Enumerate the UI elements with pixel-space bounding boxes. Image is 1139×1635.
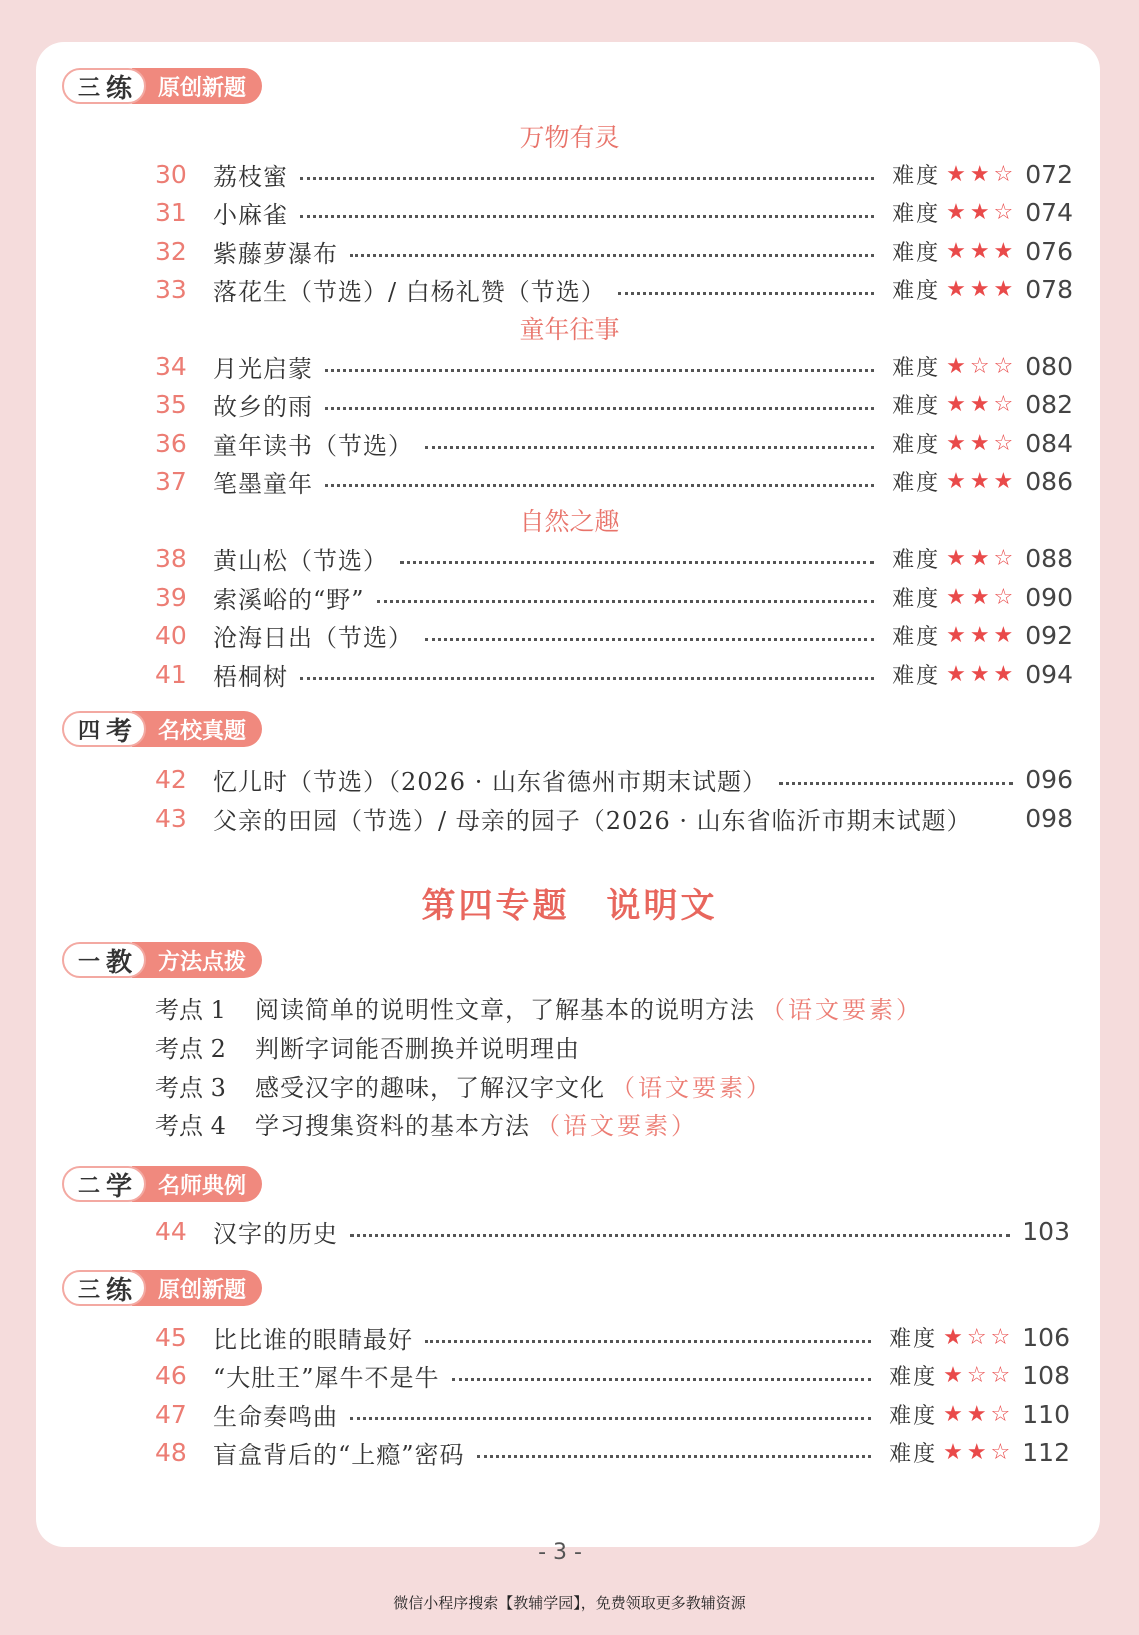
toc-row[interactable] (155, 157, 1073, 191)
badge-number: 三 (78, 1277, 101, 1303)
dot-leader (325, 369, 874, 372)
item-title: 索溪峪的“野” (213, 585, 365, 614)
badge-char: 考 (106, 716, 133, 747)
difficulty-stars (946, 354, 1017, 379)
page-number: 096 (1025, 764, 1073, 794)
badge-tag: 原创新题 (132, 1270, 262, 1306)
dot-leader (300, 677, 874, 680)
difficulty-label: 难度 (889, 1364, 938, 1390)
badge-tag: 名师典例 (132, 1166, 262, 1202)
page-number: 090 (1025, 582, 1073, 612)
practice-badge (62, 1270, 262, 1306)
dot-leader (425, 638, 874, 641)
difficulty-stars (946, 585, 1017, 610)
page-number: 106 (1022, 1322, 1070, 1352)
difficulty-stars (946, 162, 1017, 187)
filled-star-icon: ★ (969, 430, 994, 456)
toc-row[interactable] (155, 349, 1073, 383)
dot-leader (425, 1340, 871, 1343)
item-number: 39 (155, 582, 187, 612)
page-number: 076 (1025, 236, 1073, 266)
empty-star-icon: ☆ (990, 1324, 1015, 1350)
chapter-title: 第四专题 说明文 (421, 886, 718, 926)
filled-star-icon: ★ (946, 391, 970, 417)
empty-star-icon: ☆ (993, 430, 1018, 456)
badge-pill (62, 1166, 146, 1202)
dot-leader (452, 1378, 872, 1381)
empty-star-icon: ☆ (993, 584, 1018, 610)
difficulty-stars (946, 662, 1017, 687)
difficulty-label: 难度 (892, 355, 941, 381)
filled-star-icon: ★ (966, 1401, 991, 1427)
filled-star-icon: ★ (969, 391, 994, 417)
kaodian-item (155, 1068, 773, 1102)
filled-star-icon: ★ (966, 1439, 991, 1465)
filled-star-icon: ★ (969, 238, 994, 264)
item-title: 比比谁的眼睛最好 (213, 1325, 413, 1354)
item-title: 汉字的历史 (213, 1219, 338, 1248)
filled-star-icon: ★ (969, 276, 994, 302)
filled-star-icon: ★ (993, 276, 1018, 302)
section-title: 自然之趣 (519, 507, 620, 536)
dot-leader (300, 177, 874, 180)
item-number: 36 (155, 428, 187, 458)
toc-row[interactable] (155, 580, 1073, 614)
kaodian-text: 阅读简单的说明性文章，了解基本的说明方法 (255, 995, 755, 1024)
badge-number: 三 (78, 75, 101, 101)
empty-star-icon: ☆ (993, 391, 1018, 417)
toc-row[interactable] (155, 801, 1073, 835)
badge-pill (62, 942, 146, 978)
filled-star-icon: ★ (943, 1439, 967, 1465)
difficulty-stars (943, 1440, 1014, 1465)
item-number: 48 (155, 1437, 187, 1467)
badge-pill (62, 1270, 146, 1306)
difficulty-label: 难度 (892, 586, 941, 612)
filled-star-icon: ★ (993, 468, 1018, 494)
difficulty-label: 难度 (892, 278, 941, 304)
kaodian-label: 考点 3 (155, 1073, 226, 1102)
filled-star-icon: ★ (946, 353, 970, 379)
item-title: 盲盒背后的“上瘾”密码 (213, 1440, 465, 1469)
difficulty-stars (943, 1402, 1014, 1427)
badge-char: 教 (106, 947, 133, 978)
item-number: 44 (155, 1216, 187, 1246)
badge-tag: 名校真题 (132, 711, 262, 747)
item-title: 童年读书（节选） (213, 431, 413, 460)
page-number-footer: - 3 - (538, 1540, 582, 1565)
page-number: 074 (1025, 197, 1073, 227)
section-title: 童年往事 (519, 315, 620, 344)
empty-star-icon: ☆ (993, 199, 1018, 225)
item-title: 笔墨童年 (213, 469, 313, 498)
item-title: 落花生（节选）/ 白杨礼赞（节选） (213, 277, 606, 306)
filled-star-icon: ★ (946, 276, 970, 302)
item-number: 31 (155, 197, 187, 227)
kaodian-text: 感受汉字的趣味，了解汉字文化 (255, 1073, 605, 1102)
item-number: 32 (155, 236, 187, 266)
dot-leader (350, 1234, 1010, 1237)
item-number: 38 (155, 543, 187, 573)
kaodian-item (155, 1029, 580, 1063)
difficulty-label: 难度 (889, 1441, 938, 1467)
toc-row[interactable] (155, 657, 1073, 691)
kaodian-label: 考点 4 (155, 1111, 226, 1140)
toc-row[interactable] (155, 1358, 1070, 1392)
badge-number: 四 (78, 718, 101, 744)
kaodian-text: 学习搜集资料的基本方法 (255, 1111, 530, 1140)
kaodian-label: 考点 1 (155, 995, 226, 1024)
learn-badge (62, 1166, 262, 1202)
toc-row[interactable] (155, 1397, 1070, 1431)
badge-pill (62, 68, 146, 104)
promo-footer: 微信小程序搜索【教辅学园】，免费领取更多教辅资源 (393, 1594, 746, 1612)
teach-badge (62, 942, 262, 978)
empty-star-icon: ☆ (969, 353, 994, 379)
filled-star-icon: ★ (993, 238, 1018, 264)
dot-leader (350, 254, 874, 257)
item-title: 荔枝蜜 (213, 162, 288, 191)
page-number: 103 (1022, 1216, 1070, 1246)
item-title: 父亲的田园（节选）/ 母亲的园子（2026 · 山东省临沂市期末试题） (213, 806, 972, 835)
item-number: 45 (155, 1322, 187, 1352)
dot-leader (618, 292, 874, 295)
page-number: 086 (1025, 466, 1073, 496)
kaodian-item (155, 990, 923, 1024)
item-title: 黄山松（节选） (213, 546, 388, 575)
filled-star-icon: ★ (946, 430, 970, 456)
badge-number: 一 (78, 949, 101, 975)
filled-star-icon: ★ (969, 545, 994, 571)
item-number: 37 (155, 466, 187, 496)
page-number: 080 (1025, 351, 1073, 381)
item-title: 梧桐树 (213, 662, 288, 691)
page-number: 094 (1025, 659, 1073, 689)
empty-star-icon: ☆ (993, 161, 1018, 187)
item-number: 47 (155, 1399, 187, 1429)
dot-leader (477, 1455, 872, 1458)
kaodian-text: 判断字词能否删换并说明理由 (255, 1034, 580, 1063)
filled-star-icon: ★ (946, 545, 970, 571)
dot-leader (300, 215, 874, 218)
item-title: “大肚王”犀牛不是牛 (213, 1363, 440, 1392)
filled-star-icon: ★ (969, 468, 994, 494)
item-title: 紫藤萝瀑布 (213, 239, 338, 268)
page-number: 108 (1022, 1360, 1070, 1390)
difficulty-label: 难度 (889, 1326, 938, 1352)
dot-leader (425, 446, 874, 449)
empty-star-icon: ☆ (993, 353, 1018, 379)
filled-star-icon: ★ (946, 661, 970, 687)
filled-star-icon: ★ (969, 161, 994, 187)
empty-star-icon: ☆ (966, 1324, 991, 1350)
kaodian-label: 考点 2 (155, 1034, 226, 1063)
difficulty-label: 难度 (892, 432, 941, 458)
dot-leader (325, 484, 874, 487)
item-title: 忆儿时（节选）（2026 · 山东省德州市期末试题） (213, 767, 767, 796)
difficulty-label: 难度 (892, 547, 941, 573)
badge-number: 二 (78, 1173, 101, 1199)
page-number: 092 (1025, 620, 1073, 650)
difficulty-label: 难度 (892, 163, 941, 189)
difficulty-label: 难度 (892, 624, 941, 650)
filled-star-icon: ★ (993, 622, 1018, 648)
toc-row[interactable] (155, 426, 1073, 460)
empty-star-icon: ☆ (990, 1439, 1015, 1465)
page-number: 112 (1022, 1437, 1070, 1467)
empty-star-icon: ☆ (993, 545, 1018, 571)
badge-char: 练 (106, 73, 133, 104)
filled-star-icon: ★ (946, 199, 970, 225)
difficulty-label: 难度 (892, 393, 941, 419)
item-title: 月光启蒙 (213, 354, 313, 383)
difficulty-stars (946, 546, 1017, 571)
empty-star-icon: ☆ (990, 1401, 1015, 1427)
toc-row[interactable] (155, 541, 1073, 575)
filled-star-icon: ★ (969, 584, 994, 610)
filled-star-icon: ★ (943, 1324, 967, 1350)
badge-tag: 方法点拨 (132, 942, 262, 978)
filled-star-icon: ★ (943, 1362, 967, 1388)
difficulty-stars (946, 392, 1017, 417)
difficulty-label: 难度 (889, 1403, 938, 1429)
toc-row[interactable] (155, 1214, 1070, 1248)
difficulty-stars (946, 623, 1017, 648)
toc-row[interactable] (155, 387, 1073, 421)
filled-star-icon: ★ (946, 161, 970, 187)
item-number: 43 (155, 803, 187, 833)
difficulty-stars (946, 469, 1017, 494)
difficulty-stars (943, 1325, 1014, 1350)
difficulty-label: 难度 (892, 663, 941, 689)
item-number: 33 (155, 274, 187, 304)
page-number: 088 (1025, 543, 1073, 573)
filled-star-icon: ★ (993, 661, 1018, 687)
exam-badge (62, 711, 262, 747)
section-title: 万物有灵 (519, 123, 620, 152)
badge-tag: 原创新题 (132, 68, 262, 104)
toc-row[interactable] (155, 234, 1073, 268)
item-title: 故乡的雨 (213, 392, 313, 421)
item-number: 34 (155, 351, 187, 381)
difficulty-stars (946, 431, 1017, 456)
item-number: 40 (155, 620, 187, 650)
kaodian-note: （语文要素） (536, 1111, 698, 1140)
difficulty-label: 难度 (892, 240, 941, 266)
empty-star-icon: ☆ (966, 1362, 991, 1388)
difficulty-stars (946, 277, 1017, 302)
page-number: 082 (1025, 389, 1073, 419)
toc-row[interactable] (155, 464, 1073, 498)
toc-row[interactable] (155, 1435, 1070, 1469)
dot-leader (325, 407, 874, 410)
toc-row[interactable] (155, 272, 1073, 306)
difficulty-label: 难度 (892, 201, 941, 227)
toc-row[interactable] (155, 195, 1073, 229)
item-title: 沧海日出（节选） (213, 623, 413, 652)
dot-leader (350, 1417, 871, 1420)
page-number: 110 (1022, 1399, 1070, 1429)
filled-star-icon: ★ (943, 1401, 967, 1427)
toc-row[interactable] (155, 762, 1073, 796)
dot-leader (779, 782, 1013, 785)
badge-char: 练 (106, 1275, 133, 1306)
filled-star-icon: ★ (969, 622, 994, 648)
item-number: 41 (155, 659, 187, 689)
kaodian-note: （语文要素） (611, 1073, 773, 1102)
filled-star-icon: ★ (969, 661, 994, 687)
empty-star-icon: ☆ (990, 1362, 1015, 1388)
dot-leader (400, 561, 874, 564)
badge-char: 学 (106, 1171, 133, 1202)
difficulty-stars (946, 239, 1017, 264)
filled-star-icon: ★ (946, 584, 970, 610)
item-title: 生命奏鸣曲 (213, 1402, 338, 1431)
page-number: 098 (1025, 803, 1073, 833)
filled-star-icon: ★ (946, 468, 970, 494)
dot-leader (377, 600, 875, 603)
toc-row[interactable] (155, 618, 1073, 652)
difficulty-label: 难度 (892, 470, 941, 496)
item-number: 42 (155, 764, 187, 794)
page-number: 078 (1025, 274, 1073, 304)
item-title: 小麻雀 (213, 200, 288, 229)
filled-star-icon: ★ (946, 622, 970, 648)
toc-row[interactable] (155, 1320, 1070, 1354)
kaodian-item (155, 1106, 698, 1140)
filled-star-icon: ★ (969, 199, 994, 225)
item-number: 30 (155, 159, 187, 189)
practice-badge (62, 68, 262, 104)
item-number: 35 (155, 389, 187, 419)
difficulty-stars (946, 200, 1017, 225)
page-number: 072 (1025, 159, 1073, 189)
page-number: 084 (1025, 428, 1073, 458)
badge-pill (62, 711, 146, 747)
item-number: 46 (155, 1360, 187, 1390)
kaodian-note: （语文要素） (761, 995, 923, 1024)
difficulty-stars (943, 1363, 1014, 1388)
filled-star-icon: ★ (946, 238, 970, 264)
